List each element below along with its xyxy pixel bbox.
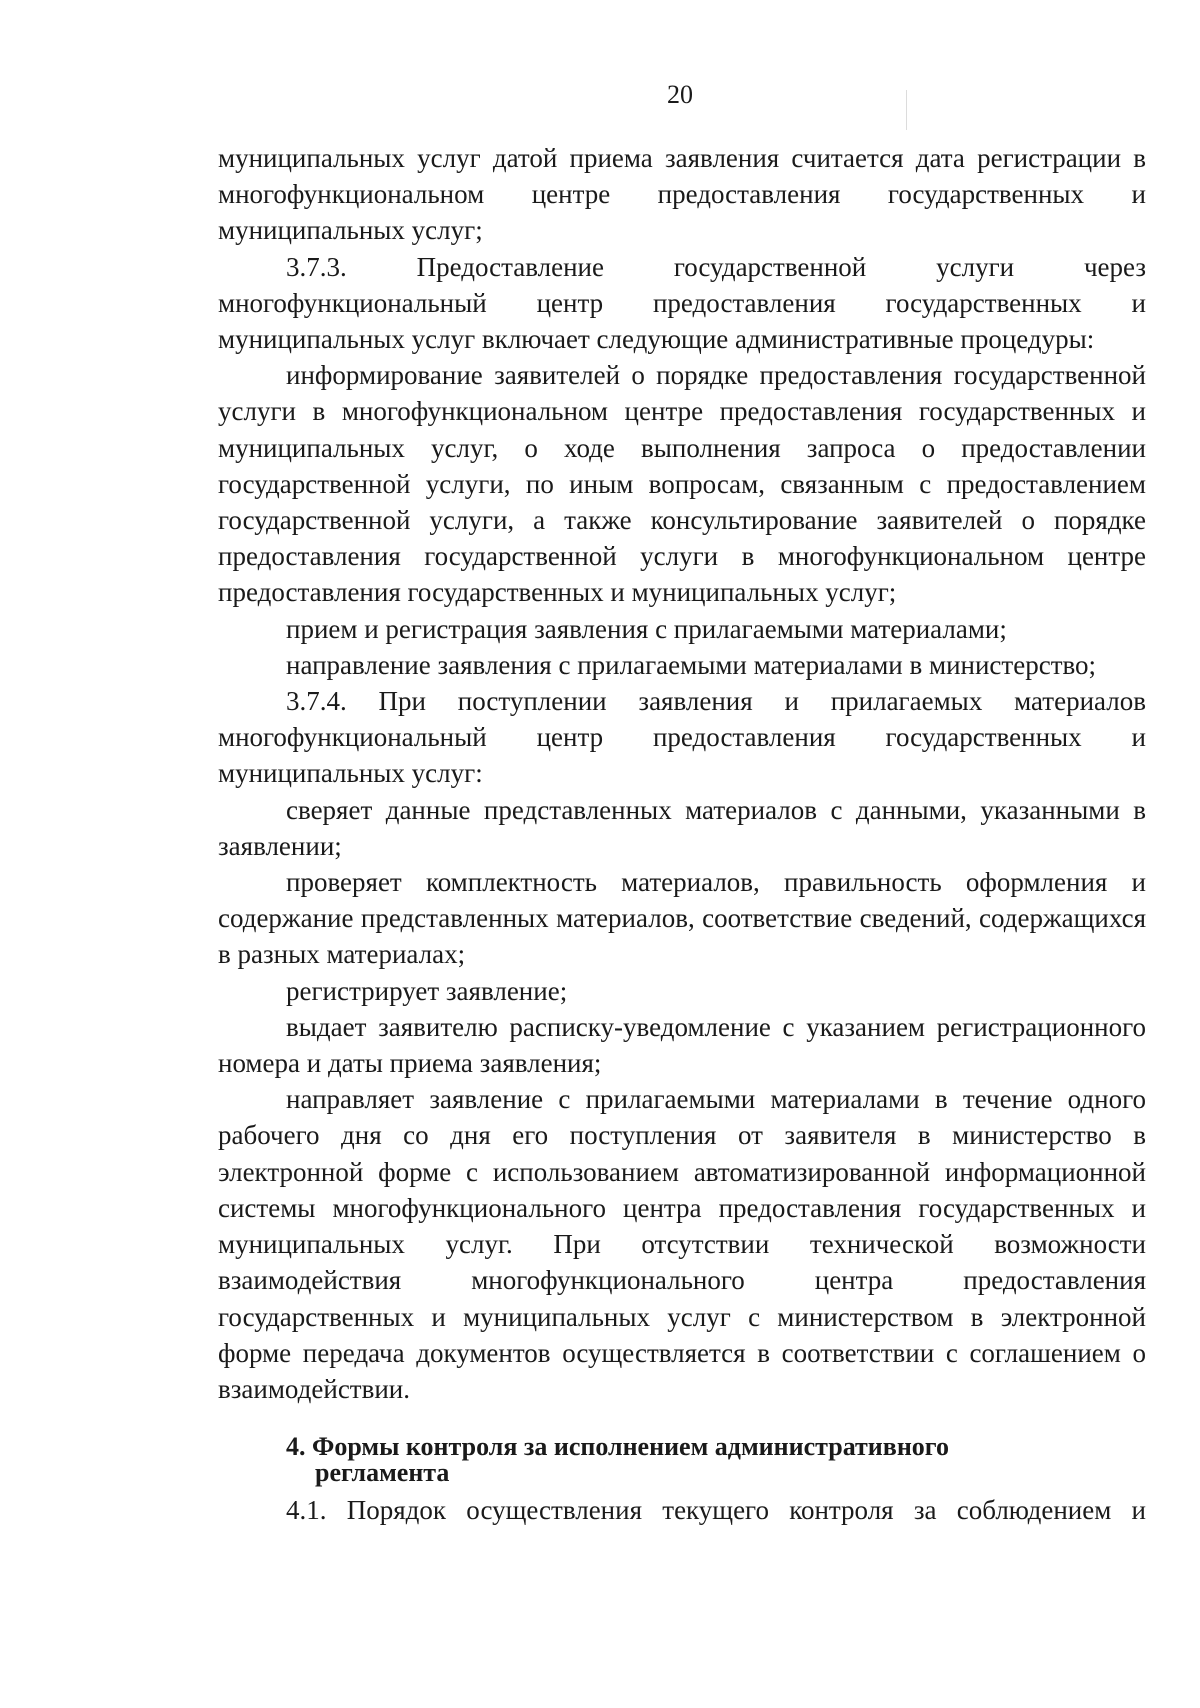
paragraph-checks: проверяет комплектность материалов, правильность оформления и содержание представленных материалов, соответствие сведений, содержащихся в разных материалах; [218,867,1146,970]
paragraph-issues-receipt: выдает заявителю расписку-уведомление с указанием регистрационного номера и даты приема заявления; [218,1011,1146,1079]
paragraph-registers: регистрирует заявление; [286,975,568,1006]
page-number: 20 [667,80,693,109]
section-4-heading-line1: 4. Формы контроля за исполнением административного [286,1432,949,1462]
paragraph-continuation: муниципальных услуг датой приема заявления считается дата регистрации в многофункциональном центре предоставления государственных и муниципальных услуг; [218,143,1146,246]
paragraph-verifies: сверяет данные представленных материалов с данными, указанными в заявлении; [218,794,1146,861]
section-4-heading-line2: регламента [315,1458,450,1488]
paragraph-3-7-3: 3.7.3. Предоставление государственной услуги через многофункциональный центр предоставления государственных и муниципальных услуг включает следующие административные процедуры: [218,251,1146,355]
document-body [218,140,1146,1528]
section-4-heading [218,1434,1146,1486]
paragraph-reception: прием и регистрация заявления с прилагаемыми материалами; [286,613,1007,644]
paragraph-4-1: 4.1. Порядок осуществления текущего контроля за соблюдением и [286,1495,1146,1526]
paragraph-3-7-4: 3.7.4. При поступлении заявления и прилагаемых материалов многофункциональный центр предоставления государственных и муниципальных услуг: [218,686,1146,789]
paragraph-informing: информирование заявителей о порядке предоставления государственной услуги в многофункциональном центре предоставления государственных и муниципальных услуг, о ходе выполнения запроса о предоставлении государственной услуги, по иным вопросам, связанным с предоставлением государственной услуги, а также консультирование заявителей о порядке предоставления государственной услуги в многофункциональном центре предоставления государственных и муниципальных услуг; [218,360,1146,608]
paragraph-forwarding: направление заявления с прилагаемыми материалами в министерство; [286,649,1097,680]
paragraph-sends-application: направляет заявление с прилагаемыми материалами в течение одного рабочего дня со дня его поступления от заявителя в министерство в электронной форме с использованием автоматизированной информационной системы многофункционального центра предоставления государственных и муниципальных услуг. При отсутствии технической возможности взаимодействия многофункционального центра предоставления государственных и муниципальных услуг с министерством в электронной форме передача документов осуществляется в соответствии с соглашением о взаимодействии. [218,1084,1146,1404]
